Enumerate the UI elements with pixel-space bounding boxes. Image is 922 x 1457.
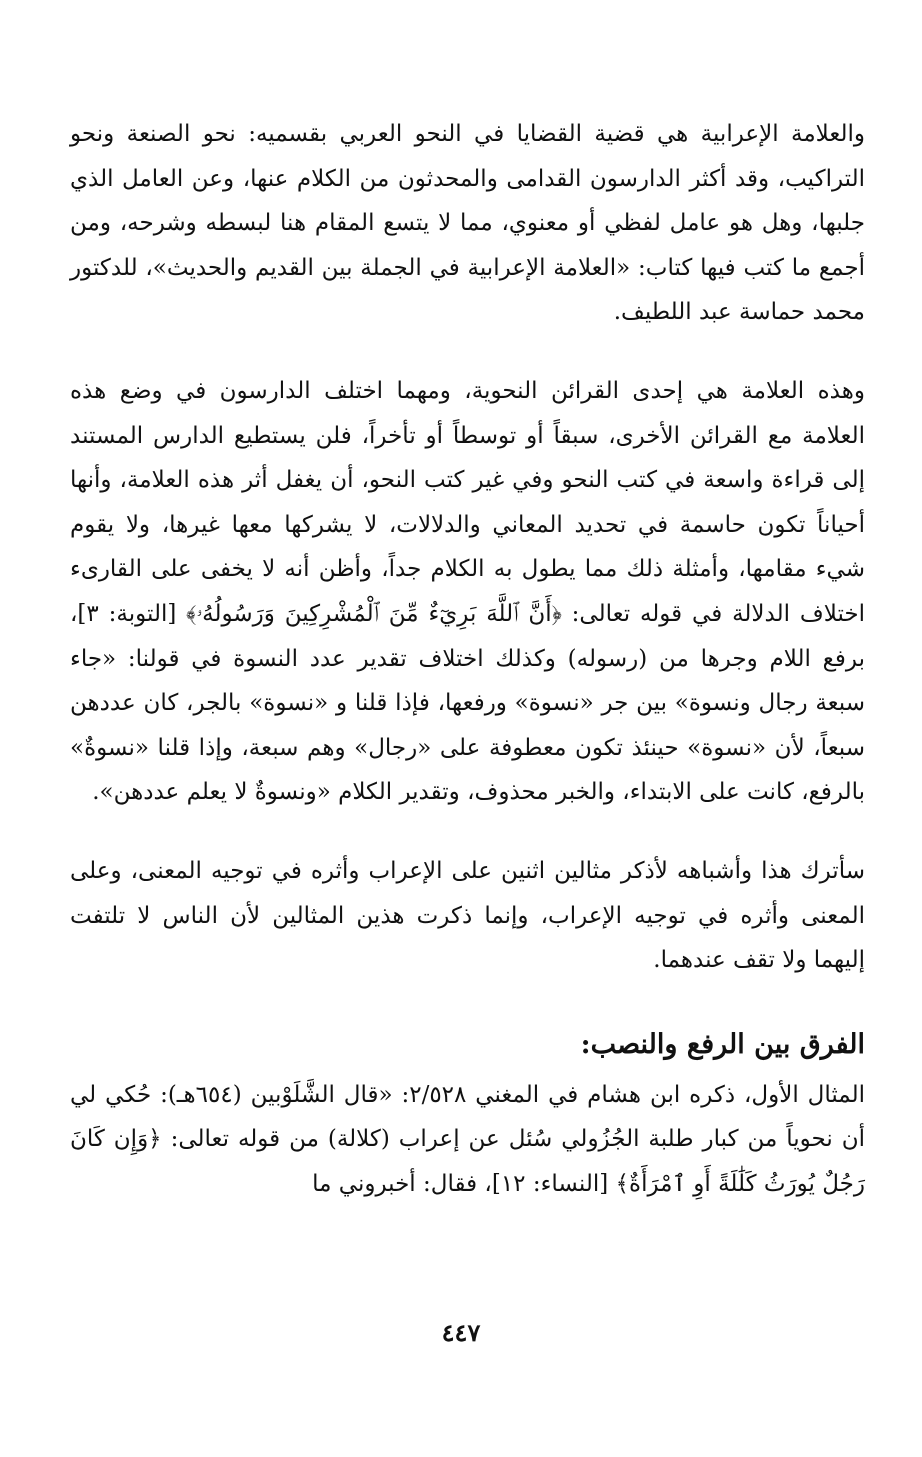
paragraph-context-clues: وهذه العلامة هي إحدى القرائن النحوية، ومهما اختلف الدارسون في وضع هذه العلامة مع القرائن الأخرى، سبقاً أو توسطاً أو تأخراً، فلن يستطيع الدارس المستند إلى قراءة واسعة في كتب النحو وفي غير كتب النحو، أن يغفل أثر هذه العلامة، وأنها أحياناً تكون حاسمة في تحديد المعاني والدلالات، لا يشركها معها غيرها، ولا يقوم شيء مقامها، وأمثلة ذلك مما يطول به الكلام جداً، وأظن أنه لا يخفى على القارىء اختلاف الدلالة في قوله تعالى: ﴿أَنَّ ٱللَّهَ بَرِيٓءٌ مِّنَ ٱلْمُشْرِكِينَ وَرَسُولُهُۥ﴾ [التوبة: ٣]، برفع اللام وجرها من (رسوله) وكذلك اختلاف تقدير عدد النسوة في قولنا: «جاء سبعة رجال ونسوة» بين جر «نسوة» ورفعها، فإذا قلنا و «نسوة» بالجر، كان عددهن سبعاً، لأن «نسوة» حينئذ تكون معطوفة على «رجال» وهم سبعة، وإذا قلنا «نسوةٌ» بالرفع، كانت على الابتداء، والخبر محذوف، وتقدير الكلام «ونسوةٌ لا يعلم عددهن». [70,377,865,806]
page-body [70,112,865,1206]
paragraph-examples-intro: سأترك هذا وأشباهه لأذكر مثالين اثنين على الإعراب وأثره في توجيه المعنى، وعلى المعنى وأثره في توجيه الإعراب، وإنما ذكرت هذين المثالين لأن الناس لا تلتفت إليهما ولا تقف عندهما. [70,857,865,974]
paragraph-intro: والعلامة الإعرابية هي قضية القضايا في النحو العربي بقسميه: نحو الصنعة ونحو التراكيب، وقد أكثر الدارسون القدامى والمحدثون من الكلام عنها، وعن العامل الذي جلبها، وهل هو عامل لفظي أو معنوي، مما لا يتسع المقام هنا لبسطه وشرحه، ومن أجمع ما كتب فيها كتاب: «العلامة الإعرابية في الجملة بين القديم والحديث»، للدكتور محمد حماسة عبد اللطيف. [70,121,865,326]
paragraph-first-example: المثال الأول، ذكره ابن هشام في المغني ٢/٥٢٨: «قال الشَّلَوْبين (٦٥٤هـ): حُكي لي أن نحوياً من كبار طلبة الجُزُولي سُئل عن إعراب (كلالة) من قوله تعالى: ﴿وَإِن كَانَ رَجُلٌ يُورَثُ كَلَٰلَةً أَوِ ٱمْرَأَةٌ﴾ [النساء: ١٢]، فقال: أخبروني ما [70,1081,866,1197]
section-heading: الفرق بين الرفع والنصب: [580,1028,865,1060]
page-number: ٤٤٧ [441,1318,481,1347]
